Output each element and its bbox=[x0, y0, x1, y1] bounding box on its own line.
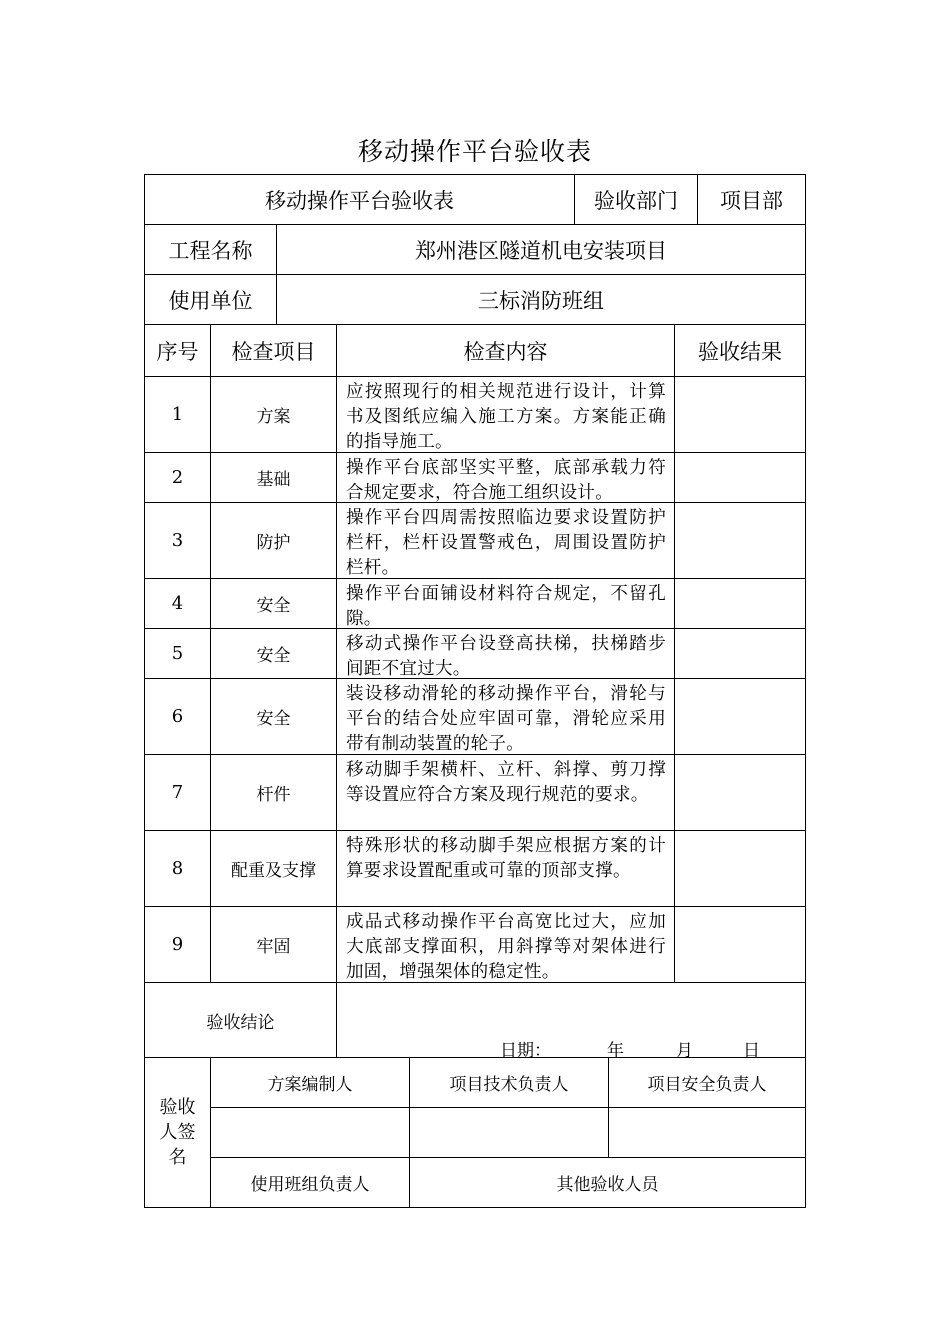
sig-tech-lead: 项目技术负责人 bbox=[409, 1057, 609, 1108]
project-name-label: 工程名称 bbox=[144, 224, 277, 275]
row-result[interactable] bbox=[674, 754, 806, 831]
row-item: 安全 bbox=[210, 628, 337, 679]
row-result[interactable] bbox=[674, 678, 806, 755]
signature-label: 验收人签名 bbox=[144, 1057, 211, 1208]
sig-others: 其他验收人员 bbox=[409, 1157, 806, 1208]
inspection-form bbox=[144, 174, 806, 1208]
row-no: 1 bbox=[144, 376, 211, 453]
row-result[interactable] bbox=[674, 578, 806, 629]
conclusion-label: 验收结论 bbox=[144, 982, 337, 1058]
row-item: 安全 bbox=[210, 678, 337, 755]
dept-label: 验收部门 bbox=[574, 174, 698, 225]
row-content: 装设移动滑轮的移动操作平台，滑轮与平台的结合处应牢固可靠，滑轮应采用带有制动装置的轮子。 bbox=[336, 678, 675, 755]
sig-team-lead: 使用班组负责人 bbox=[210, 1157, 410, 1208]
row-item: 杆件 bbox=[210, 754, 337, 831]
row-no: 9 bbox=[144, 906, 211, 983]
sig-tech-lead-field[interactable] bbox=[409, 1107, 609, 1158]
row-content: 成品式移动操作平台高宽比过大，应加大底部支撑面积，用斜撑等对架体进行加固，增强架体的稳定性。 bbox=[336, 906, 675, 983]
row-content: 移动脚手架横杆、立杆、斜撑、剪刀撑等设置应符合方案及现行规范的要求。 bbox=[336, 754, 675, 831]
row-no: 7 bbox=[144, 754, 211, 831]
row-no: 3 bbox=[144, 502, 211, 579]
page-title: 移动操作平台验收表 bbox=[357, 137, 592, 166]
sig-plan-author-field[interactable] bbox=[210, 1107, 410, 1158]
row-result[interactable] bbox=[674, 628, 806, 679]
row-content: 特殊形状的移动脚手架应根据方案的计算要求设置配重或可靠的顶部支撑。 bbox=[336, 830, 675, 907]
row-no: 8 bbox=[144, 830, 211, 907]
dept-value: 项目部 bbox=[697, 174, 806, 225]
row-content: 移动式操作平台设登高扶梯，扶梯踏步间距不宜过大。 bbox=[336, 628, 675, 679]
unit-label: 使用单位 bbox=[144, 274, 277, 325]
sig-plan-author: 方案编制人 bbox=[210, 1057, 410, 1108]
form-name-cell: 移动操作平台验收表 bbox=[144, 174, 575, 225]
row-result[interactable] bbox=[674, 906, 806, 983]
col-header-item: 检查项目 bbox=[210, 324, 337, 377]
row-item: 牢固 bbox=[210, 906, 337, 983]
date-year: 年 bbox=[607, 1041, 624, 1061]
row-result[interactable] bbox=[674, 830, 806, 907]
col-header-content: 检查内容 bbox=[336, 324, 675, 377]
row-item: 基础 bbox=[210, 452, 337, 503]
project-name-value: 郑州港区隧道机电安装项目 bbox=[276, 224, 806, 275]
row-item: 安全 bbox=[210, 578, 337, 629]
row-no: 4 bbox=[144, 578, 211, 629]
row-no: 2 bbox=[144, 452, 211, 503]
row-item: 方案 bbox=[210, 376, 337, 453]
row-result[interactable] bbox=[674, 452, 806, 503]
col-header-result: 验收结果 bbox=[674, 324, 806, 377]
date-day: 日 bbox=[743, 1041, 760, 1061]
col-header-no: 序号 bbox=[144, 324, 211, 377]
row-result[interactable] bbox=[674, 376, 806, 453]
row-item: 配重及支撑 bbox=[210, 830, 337, 907]
unit-value: 三标消防班组 bbox=[276, 274, 806, 325]
row-content: 操作平台底部坚实平整，底部承载力符合规定要求，符合施工组织设计。 bbox=[336, 452, 675, 503]
date-month: 月 bbox=[676, 1041, 693, 1061]
date-label: 日期： bbox=[500, 1041, 551, 1061]
sig-safety-lead-field[interactable] bbox=[608, 1107, 806, 1158]
row-content: 应按照现行的相关规范进行设计，计算书及图纸应编入施工方案。方案能正确的指导施工。 bbox=[336, 376, 675, 453]
row-no: 5 bbox=[144, 628, 211, 679]
row-no: 6 bbox=[144, 678, 211, 755]
row-item: 防护 bbox=[210, 502, 337, 579]
row-result[interactable] bbox=[674, 502, 806, 579]
sig-safety-lead: 项目安全负责人 bbox=[608, 1057, 806, 1108]
row-content: 操作平台面铺设材料符合规定，不留孔隙。 bbox=[336, 578, 675, 629]
row-content: 操作平台四周需按照临边要求设置防护栏杆，栏杆设置警戒色，周围设置防护栏杆。 bbox=[336, 502, 675, 579]
